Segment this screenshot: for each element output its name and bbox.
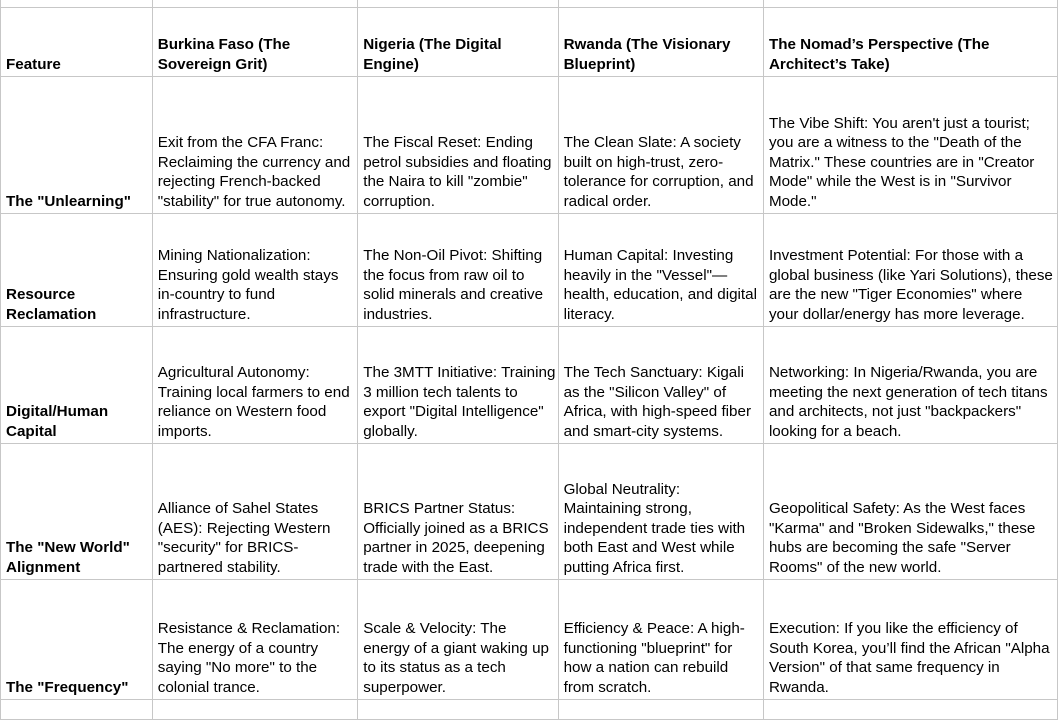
table-cell: Mining Nationalization: Ensuring gold wealth stays in-country to fund infrastructure.: [152, 214, 357, 327]
empty-cell: [558, 700, 763, 720]
table-cell: Geopolitical Safety: As the West faces "Karma" and "Broken Sidewalks," these hubs are becoming the safe "Server Rooms" of the new world.: [763, 444, 1057, 580]
empty-row: [1, 700, 1058, 720]
table-row: [1, 77, 1058, 214]
empty-cell: [763, 700, 1057, 720]
table-cell: The Non-Oil Pivot: Shifting the focus from raw oil to solid minerals and creative industries.: [358, 214, 558, 327]
table-row: [1, 580, 1058, 700]
table-cell: The Fiscal Reset: Ending petrol subsidies and floating the Naira to kill "zombie" corruption.: [358, 77, 558, 214]
feature-cell: Digital/Human Capital: [1, 327, 153, 444]
table-cell: Resistance & Reclamation: The energy of a country saying "No more" to the colonial trance.: [152, 580, 357, 700]
spacer-cell: [763, 0, 1057, 8]
header-feature: Feature: [1, 8, 153, 77]
table-cell: Scale & Velocity: The energy of a giant waking up to its status as a tech superpower.: [358, 580, 558, 700]
spacer-cell: [1, 0, 153, 8]
feature-cell: The "Frequency": [1, 580, 153, 700]
table-cell: The Vibe Shift: You aren't just a tourist; you are a witness to the "Death of the Matrix." These countries are in "Creator Mode" while the West is in "Survivor Mode.": [763, 77, 1057, 214]
table-row: [1, 214, 1058, 327]
feature-cell: Resource Reclamation: [1, 214, 153, 327]
spacer-cell: [152, 0, 357, 8]
table-cell: Global Neutrality: Maintaining strong, independent trade ties with both East and West while putting Africa first.: [558, 444, 763, 580]
spacer-row: [1, 0, 1058, 8]
header-rwanda: Rwanda (The Visionary Blueprint): [558, 8, 763, 77]
empty-cell: [152, 700, 357, 720]
feature-cell: The "Unlearning": [1, 77, 153, 214]
table-cell: Networking: In Nigeria/Rwanda, you are meeting the next generation of tech titans and architects, not just "backpackers" looking for a beach.: [763, 327, 1057, 444]
header-row: [1, 8, 1058, 77]
table-cell: BRICS Partner Status: Officially joined as a BRICS partner in 2025, deepening trade with the East.: [358, 444, 558, 580]
header-nomad-perspective: The Nomad’s Perspective (The Architect’s Take): [763, 8, 1057, 77]
table-cell: Investment Potential: For those with a global business (like Yari Solutions), these are the new "Tiger Economies" where your dollar/energy has more leverage.: [763, 214, 1057, 327]
table-cell: Alliance of Sahel States (AES): Rejecting Western "security" for BRICS-partnered stability.: [152, 444, 357, 580]
feature-cell: The "New World" Alignment: [1, 444, 153, 580]
table-cell: Agricultural Autonomy: Training local farmers to end reliance on Western food imports.: [152, 327, 357, 444]
table-cell: Efficiency & Peace: A high-functioning "blueprint" for how a nation can rebuild from scratch.: [558, 580, 763, 700]
spacer-cell: [358, 0, 558, 8]
header-nigeria: Nigeria (The Digital Engine): [358, 8, 558, 77]
header-burkina-faso: Burkina Faso (The Sovereign Grit): [152, 8, 357, 77]
table-row: [1, 444, 1058, 580]
table-cell: The Clean Slate: A society built on high-trust, zero-tolerance for corruption, and radical order.: [558, 77, 763, 214]
empty-cell: [1, 700, 153, 720]
table-cell: The Tech Sanctuary: Kigali as the "Silicon Valley" of Africa, with high-speed fiber and smart-city systems.: [558, 327, 763, 444]
empty-cell: [358, 700, 558, 720]
table-cell: Execution: If you like the efficiency of South Korea, you’ll find the African "Alpha Version" of that same frequency in Rwanda.: [763, 580, 1057, 700]
table-row: [1, 327, 1058, 444]
spacer-cell: [558, 0, 763, 8]
table-cell: The 3MTT Initiative: Training 3 million tech talents to export "Digital Intelligence" globally.: [358, 327, 558, 444]
table-cell: Human Capital: Investing heavily in the "Vessel"—health, education, and digital literacy.: [558, 214, 763, 327]
table-cell: Exit from the CFA Franc: Reclaiming the currency and rejecting French-backed "stability" for true autonomy.: [152, 77, 357, 214]
